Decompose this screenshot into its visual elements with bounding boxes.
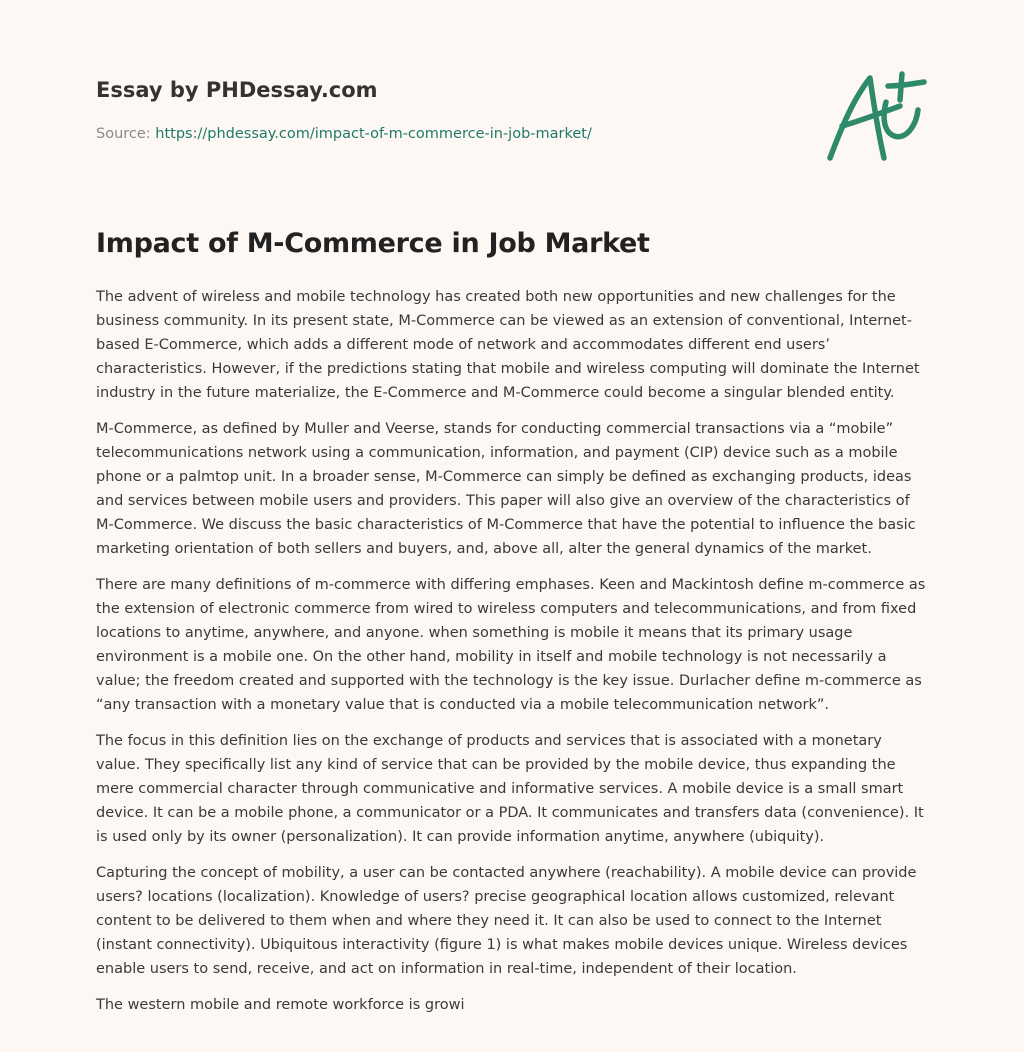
paragraph-truncated: The western mobile and remote workforce is growi: [96, 997, 465, 1013]
article-title: Impact of M-Commerce in Job Market: [96, 228, 650, 259]
source-label: Source:: [96, 126, 151, 142]
article-body: [96, 285, 928, 1029]
paragraph: Capturing the concept of mobility, a user can be contacted anywhere (reachability). A mobile device can provide users? locations (localization). Knowledge of users? precise geographical location allows customized, relevant content to be delivered to them when and where they need it. It can also be used to connect to the Internet (instant connectivity). Ubiquitous interactivity (figure 1) is what makes mobile devices unique. Wireless devices enable users to send, receive, and act on information in real-time, independent of their location.: [96, 865, 917, 977]
paragraph: There are many definitions of m-commerce with differing emphases. Keen and Mackintosh define m-commerce as the extension of electronic commerce from wired to wireless computers and telecommunications, and from fixed locations to anytime, anywhere, and anyone. when something is mobile it means that its primary usage environment is a mobile one. On the other hand, mobility in itself and mobile technology is not necessarily a value; the freedom created and supported with the technology is the key issue. Durlacher define m-commerce as “any transaction with a monetary value that is conducted via a mobile telecommunication network”.: [96, 577, 926, 713]
source-line: [96, 124, 592, 144]
a-plus-grade-logo-icon: [820, 66, 932, 166]
source-link[interactable]: https://phdessay.com/impact-of-m-commerce-in-job-market/: [155, 126, 592, 142]
page-header: [96, 76, 796, 142]
paragraph: The focus in this definition lies on the exchange of products and services that is associated with a monetary value. They specifically list any kind of service that can be provided by the mobile device, thus expanding the mere commercial character through communicative and informative services. A mobile device is a small smart device. It can be a mobile phone, a communicator or a PDA. It communicates and transfers data (convenience). It is used only by its owner (personalization). It can provide information anytime, anywhere (ubiquity).: [96, 733, 924, 845]
site-brand: Essay by PHDessay.com: [96, 78, 378, 102]
paragraph: M-Commerce, as defined by Muller and Veerse, stands for conducting commercial transactions via a “mobile” telecommunications network using a communication, information, and payment (CIP) device such as a mobile phone or a palmtop unit. In a broader sense, M-Commerce can simply be defined as exchanging products, ideas and services between mobile users and providers. This paper will also give an overview of the characteristics of M-Commerce. We discuss the basic characteristics of M-Commerce that have the potential to influence the basic marketing orientation of both sellers and buyers, and, above all, alter the general dynamics of the market.: [96, 421, 916, 557]
paragraph: The advent of wireless and mobile technology has created both new opportunities and new challenges for the business community. In its present state, M-Commerce can be viewed as an extension of conventional, Internet-based E-Commerce, which adds a different mode of network and accommodates different end users’ characteristics. However, if the predictions stating that mobile and wireless computing will dominate the Internet industry in the future materialize, the E-Commerce and M-Commerce could become a singular blended entity.: [96, 289, 920, 401]
